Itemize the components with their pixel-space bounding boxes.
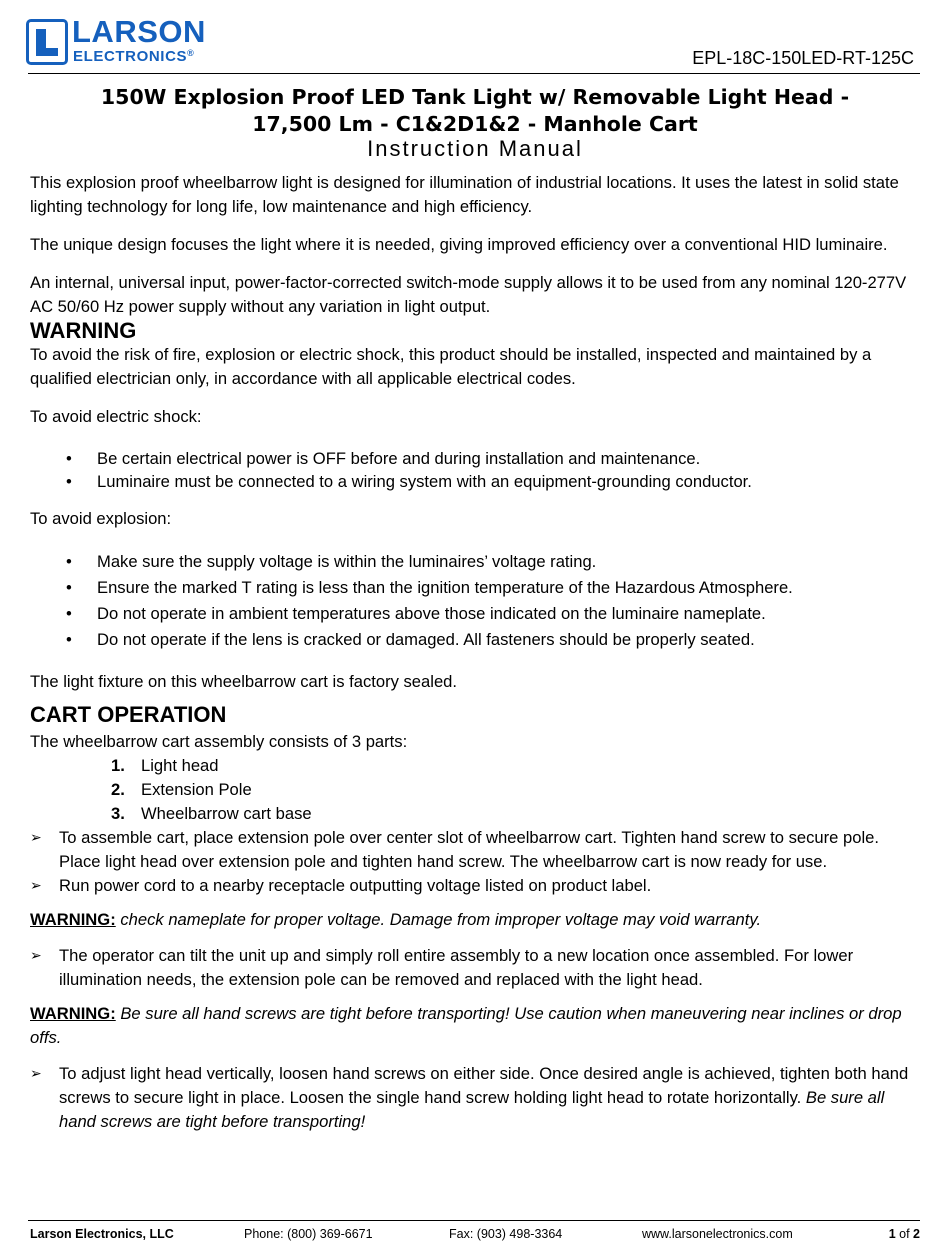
warning-label: WARNING:: [30, 1004, 116, 1023]
voltage-warning: [30, 908, 920, 932]
warning-label: WARNING:: [30, 910, 116, 929]
logo-wordmark-larson: LARSON: [72, 14, 206, 49]
part-number: 2.: [111, 780, 125, 799]
page-number: [889, 1227, 920, 1241]
warning-text: Be sure all hand screws are tight before transporting! Use caution when maneuvering near inclines or drop offs.: [30, 1004, 902, 1047]
logo-wordmark-electronics: [73, 48, 194, 65]
footer-phone: Phone: (800) 369-6671: [244, 1227, 373, 1241]
shock-list: [30, 447, 920, 493]
document-subtitle: Instruction Manual: [367, 136, 583, 161]
larson-electronics-logo: [26, 14, 226, 68]
header-divider: [28, 73, 920, 74]
assembly-steps: [30, 826, 920, 898]
warning-text: check nameplate for proper voltage. Damage from improper voltage may void warranty.: [120, 910, 762, 929]
explosion-intro: To avoid explosion:: [30, 509, 172, 528]
footer-company: Larson Electronics, LLC: [30, 1227, 174, 1241]
adjust-step-caution: Be sure all hand screws are tight before transporting!: [59, 1088, 885, 1131]
list-item: [30, 754, 920, 778]
part-number: 1.: [111, 756, 125, 775]
document-body: [30, 171, 920, 1134]
logo-l-mark-icon: [26, 19, 68, 65]
document-title: [0, 84, 950, 138]
transport-steps: [30, 944, 920, 992]
shock-intro: To avoid electric shock:: [30, 407, 202, 426]
model-number: EPL-18C-150LED-RT-125C: [692, 48, 914, 68]
intro-paragraph-2: The unique design focuses the light where it is needed, giving improved efficiency over a conventional HID luminaire.: [30, 235, 888, 254]
part-label: Wheelbarrow cart base: [141, 804, 312, 823]
warning-paragraph: To avoid the risk of fire, explosion or electric shock, this product should be installed, inspected and maintained by a qualified electrician only, in accordance with all applicable electrical codes.: [30, 345, 872, 388]
page-total: 2: [913, 1227, 920, 1241]
warning-heading: WARNING: [30, 318, 137, 343]
cart-intro: The wheelbarrow cart assembly consists of 3 parts:: [30, 732, 408, 751]
list-item: • Make sure the supply voltage is within the luminaires’ voltage rating.: [30, 549, 920, 575]
list-item: ➢ The operator can tilt the unit up and simply roll entire assembly to a new location once assembled. For lower illumination needs, the extension pole can be removed and replaced with the light head.: [30, 944, 920, 992]
page-separator: of: [899, 1227, 910, 1241]
list-item: • Luminaire must be connected to a wiring system with an equipment-grounding conductor.: [30, 470, 920, 493]
title-line-1: 150W Explosion Proof LED Tank Light w/ Removable Light Head -: [100, 85, 850, 109]
explosion-list: [30, 549, 920, 653]
intro-paragraph-1: This explosion proof wheelbarrow light is designed for illumination of industrial locations. It uses the latest in solid state lighting technology for long life, low maintenance and high efficiency.: [30, 173, 899, 216]
list-item: [30, 1062, 920, 1134]
part-number: 3.: [111, 804, 125, 823]
parts-list: [30, 754, 920, 826]
transport-warning: [30, 1002, 920, 1050]
sealed-note: The light fixture on this wheelbarrow cart is factory sealed.: [30, 672, 458, 691]
intro-paragraph-3: An internal, universal input, power-factor-corrected switch-mode supply allows it to be used from any nominal 120-277V AC 50/60 Hz power supply without any variation in light output.: [30, 273, 907, 316]
part-label: Extension Pole: [141, 780, 252, 799]
part-label: Light head: [141, 756, 219, 775]
page-current: 1: [888, 1227, 896, 1241]
list-item: [30, 778, 920, 802]
footer-website: www.larsonelectronics.com: [642, 1227, 793, 1241]
registered-mark: ®: [187, 48, 195, 58]
list-item: ➢ Run power cord to a nearby receptacle outputting voltage listed on product label.: [30, 874, 920, 898]
logo-electronics-text: ELECTRONICS: [73, 48, 188, 65]
cart-operation-heading: CART OPERATION: [30, 702, 227, 727]
title-line-2: 17,500 Lm - C1&2D1&2 - Manhole Cart: [252, 112, 698, 136]
list-item: • Ensure the marked T rating is less than the ignition temperature of the Hazardous Atmosphere.: [30, 575, 920, 601]
adjust-step-text: To adjust light head vertically, loosen hand screws on either side. Once desired angle is achieved, tighten both hand screws to secure light in place. Loosen the single hand screw holding light head to rotate horizontally.: [59, 1064, 909, 1107]
list-item: [30, 802, 920, 826]
list-item: • Do not operate if the lens is cracked or damaged. All fasteners should be properly seated.: [30, 627, 920, 653]
list-item: • Do not operate in ambient temperatures above those indicated on the luminaire nameplate.: [30, 601, 920, 627]
list-item: • Be certain electrical power is OFF before and during installation and maintenance.: [30, 447, 920, 470]
adjust-steps: [30, 1062, 920, 1134]
list-item: ➢ To assemble cart, place extension pole over center slot of wheelbarrow cart. Tighten hand screw to secure pole. Place light head over extension pole and tighten hand screw. The wheelbarrow cart is now ready for use.: [30, 826, 920, 874]
footer-fax: Fax: (903) 498-3364: [449, 1227, 563, 1241]
footer-divider: [28, 1220, 920, 1221]
